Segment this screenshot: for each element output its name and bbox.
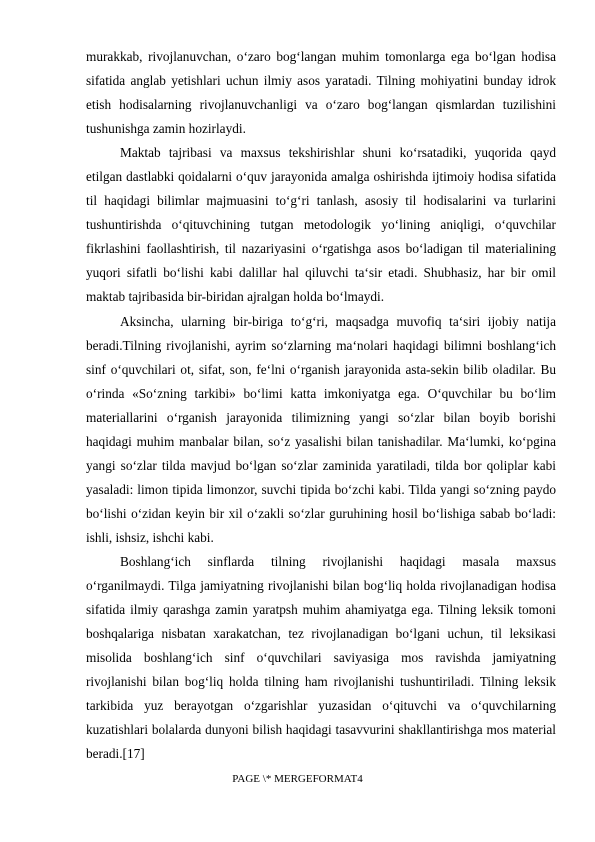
paragraph-3: Aksincha, ularning bir-biriga to‘g‘ri, maqsadga muvofiq ta‘siri ijobiy natija beradi.Tilning rivojlanishi, ayrim so‘zlarning ma‘nolari haqidagi bilimni boshlang‘ich sinf o‘quvchilari ot, sifat, son, fe‘lni o‘rganish jarayonida asta-sekin bilib oladilar. Bu o‘rinda «So‘zning tarkibi» bo‘limi katta imkoniyatga ega. O‘quvchilar bu bo‘lim materiallarini o‘rganish jarayonida tilimizning yangi so‘zlar bilan boyib borishi haqidagi muhim manbalar bilan, so‘z yasalishi bilan tanishadilar. Ma‘lumki, ko‘pgina yangi so‘zlar tilda mavjud bo‘lgan so‘zlar zaminida yaratiladi, tilda bor qoliplar kabi yasaladi: limon tipida limonzor, suvchi tipida bo‘zchi kabi. Tilda yangi so‘zning paydo bo‘lishi o‘zidan keyin bir xil o‘zakli so‘zlar guruhining hosil bo‘lishiga sabab bo‘ladi: ishli, ishsiz, ishchi kabi.: [86, 313, 556, 545]
page-footer: PAGE \* MERGEFORMAT4: [232, 773, 363, 785]
document-body: [86, 45, 556, 766]
paragraph-2: Maktab tajribasi va maxsus tekshirishlar shuni ko‘rsatadiki, yuqorida qayd etilgan dastlabki qoidalarni o‘quv jarayonida amalga oshirishda ijtimoiy hodisa sifatida til haqidagi bilimlar majmuasini to‘g‘ri tanlash, asosiy til hodisalarini va turlarini tushuntirishda o‘qituvchining tutgan metodologik yo‘lining aniqligi, o‘quvchilar fikrlashini faollashtirish, til nazariyasini o‘rgatishga asos bo‘ladigan til materialining yuqori sifatli bo‘lishi kabi dalillar hal qiluvchi ta‘sir etadi. Shubhasiz, har bir omil maktab tajribasida bir-biridan ajralgan holda bo‘lmaydi.: [86, 145, 556, 305]
paragraph-1: murakkab, rivojlanuvchan, o‘zaro bog‘langan muhim tomonlarga ega bo‘lgan hodisa sifatida anglab yetishlari uchun ilmiy asos yaratadi. Tilning mohiyatini bunday idrok etish hodisalarning rivojlanuvchanligi va o‘zaro bog‘langan qismlardan tuzilishini tushunishga zamin hozirlaydi.: [86, 49, 556, 137]
paragraph-4: Boshlang‘ich sinflarda tilning rivojlanishi haqidagi masala maxsus o‘rganilmaydi. Tilga jamiyatning rivojlanishi bilan bog‘liq holda rivojlanadigan hodisa sifatida ilmiy qarashga zamin yaratpsh muhim ahamiyatga ega. Tilning leksik tomoni boshqalariga nisbatan xarakatchan, tez rivojlanadigan bo‘lgani uchun, til leksikasi misolida boshlang‘ich sinf o‘quvchilari saviyasiga mos ravishda jamiyatning rivojlanishi bilan bog‘liq holda tilning ham rivojlanishi tushuntiriladi. Tilning leksik tarkibida yuz berayotgan o‘zgarishlar yuzasidan o‘qituvchi va o‘quvchilarning kuzatishlari bolalarda dunyoni bilish haqidagi tasavvurini shakllantirishga mos material beradi.[17]: [86, 553, 556, 762]
